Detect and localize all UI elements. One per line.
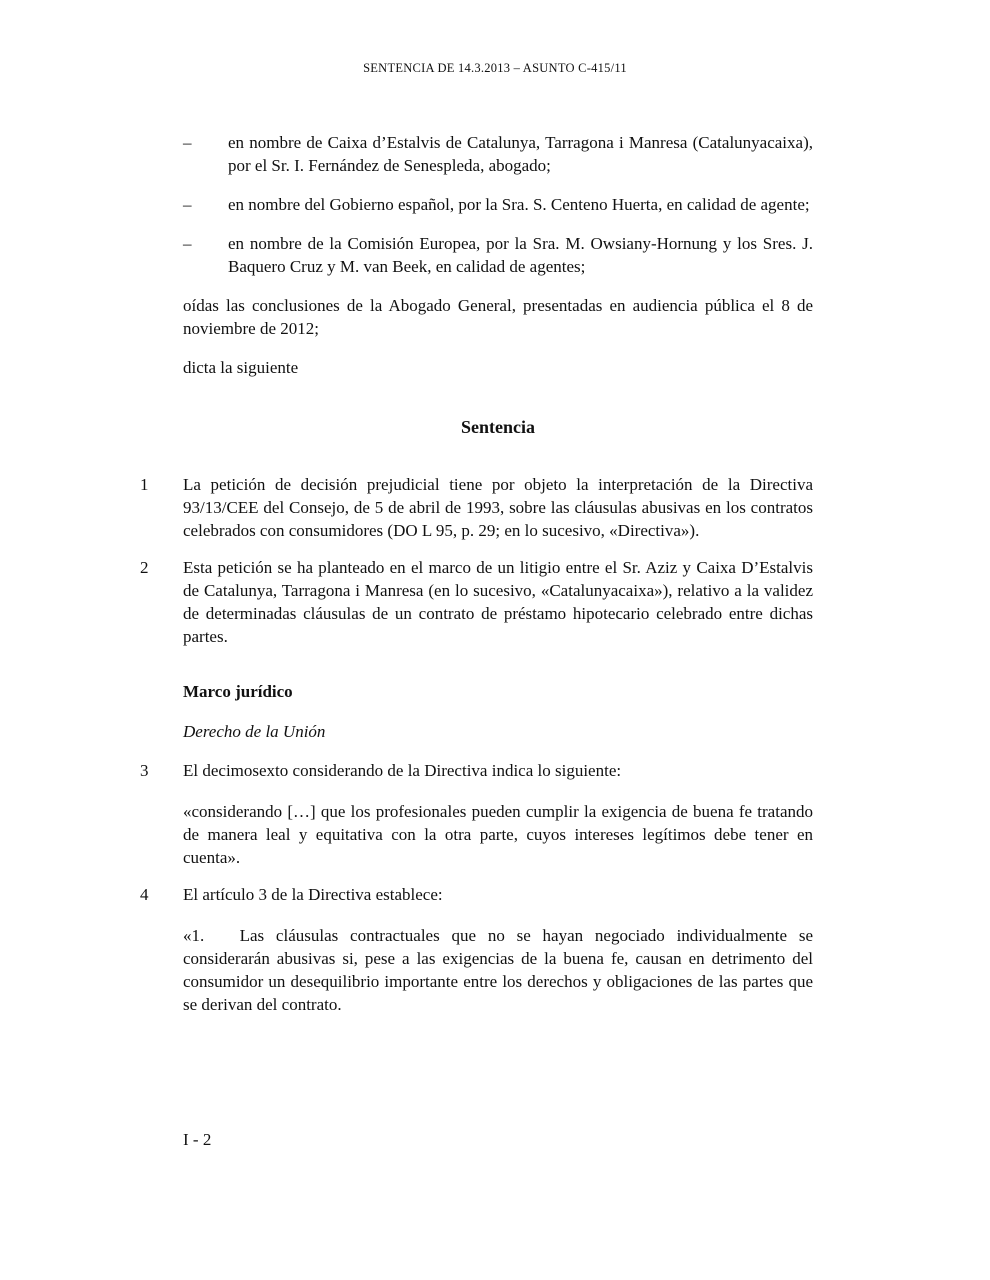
intervenor-item <box>183 131 813 177</box>
quote-paragraph-3: «considerando […] que los profesionales pueden cumplir la exigencia de buena fe tratando de manera leal y equitativa con la otra parte, cuyos intereses legítimos debe tener en cuenta». <box>183 802 813 867</box>
numbered-paragraph-2 <box>140 556 813 648</box>
bullet-dash: – <box>183 195 192 214</box>
section-heading: Marco jurídico <box>183 682 293 701</box>
subsection-heading: Derecho de la Unión <box>183 722 326 741</box>
bullet-dash: – <box>183 234 192 253</box>
intervenor-item <box>183 232 813 278</box>
intervenor-item <box>183 193 813 216</box>
numbered-paragraph-4 <box>140 883 813 906</box>
paragraph-number: 1 <box>140 475 149 494</box>
running-header <box>0 61 990 76</box>
paragraph-text: Esta petición se ha planteado en el marco de un litigio entre el Sr. Aziz y Caixa D’Estalvis de Catalunya, Tarragona i Manresa (en lo sucesivo, «Catalunyacaixa»), relativo a la validez de determinadas cláusulas de un contrato de préstamo hipotecario celebrado entre dichas partes. <box>183 558 813 646</box>
quote-paragraph-4: «1. Las cláusulas contractuales que no se hayan negociado individualmente se considerarán abusivas si, pese a las exigencias de la buena fe, causan en detrimento del consumidor un desequilibrio importante entre los derechos y obligaciones de las partes que se derivan del contrato. <box>183 926 813 1014</box>
paragraph-number: 2 <box>140 558 149 577</box>
page-number-footer: I - 2 <box>183 1130 212 1149</box>
preamble-heard: oídas las conclusiones de la Abogado General, presentadas en audiencia pública el 8 de noviembre de 2012; <box>183 296 813 338</box>
paragraph-number: 3 <box>140 761 149 780</box>
intervenor-text: en nombre de Caixa d’Estalvis de Catalunya, Tarragona i Manresa (Catalunyacaixa), por el Sr. I. Fernández de Senespleda, abogado; <box>228 133 813 175</box>
numbered-paragraph-3 <box>140 759 813 782</box>
paragraph-text: El decimosexto considerando de la Directiva indica lo siguiente: <box>183 761 622 780</box>
numbered-paragraph-1 <box>140 473 813 542</box>
judgment-title: Sentencia <box>461 417 535 437</box>
intervenor-text: en nombre de la Comisión Europea, por la Sra. M. Owsiany-Hornung y los Sres. J. Baquero Cruz y M. van Beek, en calidad de agentes; <box>228 234 813 276</box>
bullet-dash: – <box>183 133 192 152</box>
running-header-text: SENTENCIA DE 14.3.2013 – ASUNTO C-415/11 <box>363 61 627 75</box>
paragraph-text: La petición de decisión prejudicial tiene por objeto la interpretación de la Directiva 93/13/CEE del Consejo, de 5 de abril de 1993, sobre las cláusulas abusivas en los contratos celebrados con consumidores (DO L 95, p. 29; en lo sucesivo, «Directiva»). <box>183 475 813 540</box>
document-body <box>140 131 813 1034</box>
paragraph-number: 4 <box>140 885 149 904</box>
preamble-dicta: dicta la siguiente <box>183 358 299 377</box>
paragraph-text: El artículo 3 de la Directiva establece: <box>183 885 443 904</box>
intervenor-text: en nombre del Gobierno español, por la Sra. S. Centeno Huerta, en calidad de agente; <box>228 195 810 214</box>
